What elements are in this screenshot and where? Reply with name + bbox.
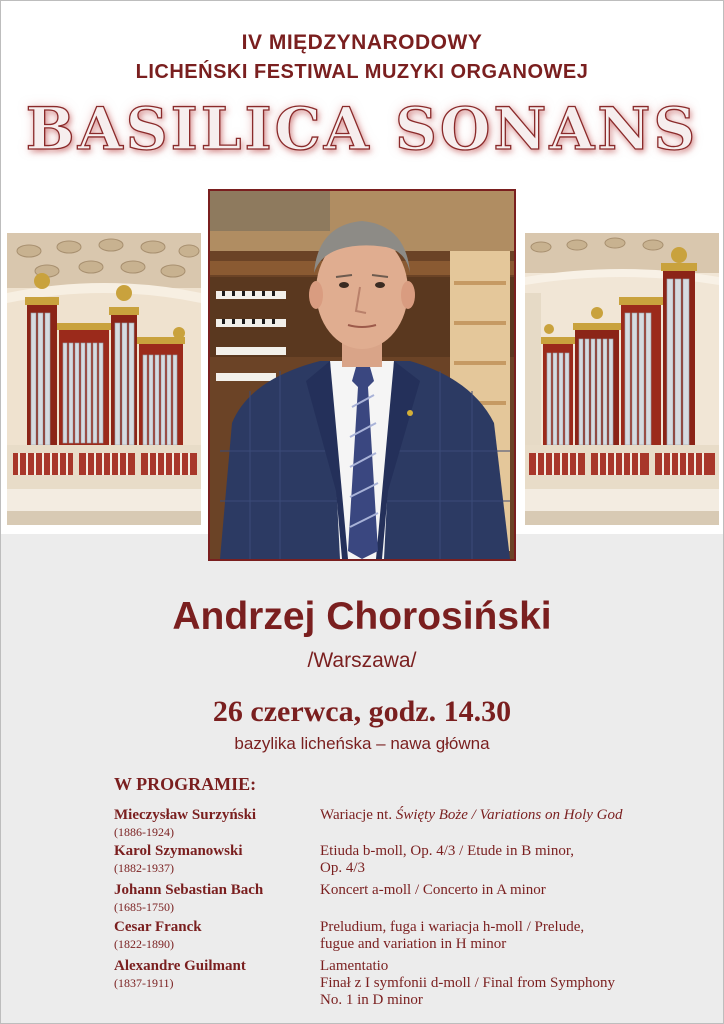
composer-years: (1886-1924) [114, 825, 174, 839]
work-line [320, 958, 670, 975]
composer-name: Johann Sebastian Bach [114, 882, 264, 898]
program-item [114, 882, 674, 916]
program-works [320, 843, 670, 877]
program-works [320, 958, 670, 1009]
composer-name: Cesar Franck [114, 919, 202, 935]
work-text: Finał z I symfonii d-moll / Final from Symphony [320, 975, 615, 991]
work-line [320, 807, 670, 824]
program-item [114, 843, 674, 879]
composer-name: Alexandre Guilmant [114, 958, 246, 974]
work-text: Koncert a-moll / Concerto in A minor [320, 882, 546, 898]
work-line [320, 919, 670, 936]
program-item [114, 958, 674, 1010]
work-line [320, 882, 670, 899]
program-heading: W PROGRAMIE: [114, 774, 257, 794]
program-composer [114, 882, 314, 916]
work-text: Wariacje nt. [320, 807, 396, 823]
program-composer [114, 807, 314, 841]
composer-years: (1882-1937) [114, 861, 174, 875]
program-composer [114, 958, 314, 992]
work-text: Lamentatio [320, 958, 389, 974]
program-item [114, 807, 674, 841]
work-line [320, 936, 670, 953]
work-line [320, 975, 670, 992]
work-line [320, 992, 670, 1009]
performer-portrait-photo [208, 189, 516, 561]
composer-years: (1822-1890) [114, 937, 174, 951]
composer-name: Mieczysław Surzyński [114, 807, 257, 823]
festival-subtitle: LICHEŃSKI FESTIWAL MUZYKI ORGANOWEJ [135, 61, 589, 83]
program-composer [114, 843, 314, 877]
program-item [114, 919, 674, 955]
composer-name: Karol Szymanowski [114, 843, 243, 859]
program-works [320, 919, 670, 953]
composer-years: (1837-1911) [114, 976, 174, 990]
event-venue: bazylika licheńska – nawa główna [234, 734, 490, 753]
composer-years: (1685-1750) [114, 900, 174, 914]
program-works [320, 882, 670, 899]
work-line [320, 860, 670, 877]
performer-name: Andrzej Chorosiński [172, 595, 552, 638]
festival-title: BASILICA SONANS [25, 95, 699, 163]
program-composer [114, 919, 314, 953]
work-text: Etiuda b-moll, Op. 4/3 / Etude in B minor, [320, 843, 574, 859]
work-text: fugue and variation in H minor [320, 936, 507, 952]
program-works [320, 807, 670, 824]
festival-edition: IV MIĘDZYNARODOWY [241, 31, 483, 54]
work-text: No. 1 in D minor [320, 992, 423, 1008]
organ-photo-right [525, 233, 719, 525]
work-text: Op. 4/3 [320, 860, 365, 876]
organ-photo-left [7, 233, 201, 525]
event-date-time: 26 czerwca, godz. 14.30 [212, 695, 512, 728]
work-title-italic: Święty Boże / Variations on Holy God [395, 807, 623, 823]
performer-city: /Warszawa/ [307, 649, 417, 672]
work-text: Preludium, fuga i wariacja h-moll / Prelude, [320, 919, 585, 935]
work-line [320, 843, 670, 860]
